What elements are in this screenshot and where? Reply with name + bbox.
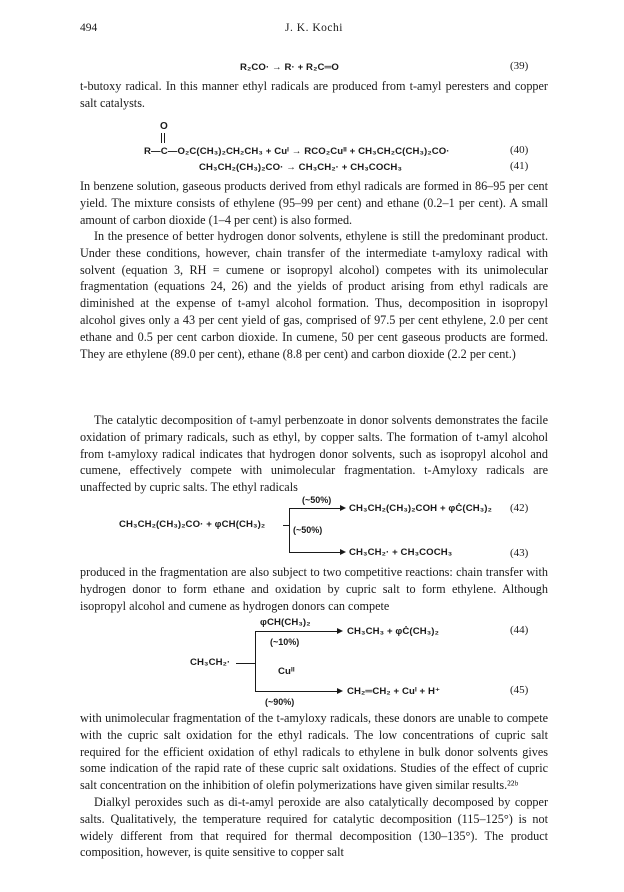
eq42-upper-arrow-shaft — [289, 508, 341, 509]
paragraph-7: Dialkyl peroxides such as di-t-amyl peroxide are also catalytically decomposed by copper salts. Qualitatively, the temperature required for catalytic decomposition (115–125°) is not widely different from that required for thermal decomposition (130–135°). The product composition, however, is quite sensitive to copper salt — [80, 795, 548, 860]
eq44-reactant: CH₃CH₂· — [190, 657, 231, 668]
eq42-upper-percent: (~50%) — [302, 495, 332, 505]
page-number: 494 — [80, 22, 98, 34]
paragraph-5: produced in the fragmentation are also subject to two competitive reactions: chain transfer with hydrogen donor to form ethane and oxidation by cupric salt to form ethylene. Although isopropyl alcohol and cumene as hydrogen donors can compete — [80, 565, 548, 613]
eq43-lower-arrowhead — [340, 549, 346, 555]
eq44-upper-reagent: φCH(CH₃)₂ — [260, 617, 311, 628]
equation-39: R₂CO· → R· + R₂C═O — [240, 62, 339, 73]
paragraph-4: The catalytic decomposition of t-amyl perbenzoate in donor solvents demonstrates the facile oxidation of primary radicals, such as ethyl, by copper salts. The formation of t-amyl alcohol from t-amyloxy radical indicates that hydrogen donor solvents, such as isopropyl alcohol and cumene, effectively compete with unimolecular fragmentation. t-Amyloxy radicals are unaffected by cupric salts. The ethyl radicals — [80, 413, 548, 495]
running-head-author: J. K. Kochi — [285, 22, 343, 34]
eq45-lower-arrowhead — [337, 688, 343, 694]
equation-number-40: (40) — [510, 144, 529, 156]
paragraph-1: t-butoxy radical. In this manner ethyl radicals are produced from t-amyl peresters and copper salt catalysts. — [80, 79, 548, 110]
paragraph-2: In benzene solution, gaseous products derived from ethyl radicals are formed in 86–95 per cent yield. The mixture consists of ethylene (95–99 per cent) and ethane (0.2–1 per cent). A small amount of carbon dioxide (1–4 per cent) is also formed. — [80, 179, 548, 227]
eq44-branch-vertical — [255, 631, 256, 691]
eq44-upper-product: CH₃CH₃ + φĊ(CH₃)₂ — [347, 626, 439, 637]
eq45-lower-arrow-shaft — [255, 691, 338, 692]
equation-number-44: (44) — [510, 624, 529, 636]
equation-number-43: (43) — [510, 547, 529, 559]
double-bond-line-2 — [164, 133, 165, 143]
equation-number-41: (41) — [510, 160, 529, 172]
eq43-lower-percent: (~50%) — [293, 525, 323, 535]
eq44-branch-stub — [236, 663, 255, 664]
eq42-upper-arrowhead — [340, 505, 346, 511]
eq43-lower-product: CH₃CH₂· + CH₃COCH₃ — [349, 547, 453, 558]
equation-41: CH₃CH₂(CH₃)₂CO· → CH₃CH₂· + CH₃COCH₃ — [199, 162, 402, 173]
eq42-branch-vertical — [289, 508, 290, 552]
eq45-lower-product: CH₂═CH₂ + Cuᴵ + H⁺ — [347, 686, 441, 697]
paragraph-6: with unimolecular fragmentation of the t-amyloxy radicals, these donors are unable to compete with the cupric salt oxidation for the ethyl radicals. The low concentrations of cupric salt required for the efficient oxidation of ethyl radicals to ethylene in bulk donor solvents gives some indication of the rapid rate of these cupric salt oxidations. Studies of the effect of cupric salt concentration on the inhibition of olefin polymerizations have given similar results.²²ᵇ — [80, 711, 548, 793]
eq45-lower-percent: (~90%) — [265, 697, 295, 707]
equation-number-45: (45) — [510, 684, 529, 696]
eq45-lower-reagent: Cuᴵᴵ — [278, 666, 295, 677]
equation-number-39: (39) — [510, 60, 529, 72]
eq44-upper-arrowhead — [337, 628, 343, 634]
equation-40: R—C—O₂C(CH₃)₂CH₂CH₃ + Cuᴵ → RCO₂Cuᴵᴵ + CH₃CH₂C(CH₃)₂CO· — [144, 146, 450, 157]
eq44-upper-arrow-shaft — [255, 631, 338, 632]
running-header — [80, 22, 548, 38]
eq43-lower-arrow-shaft — [289, 552, 341, 553]
eq44-upper-percent: (~10%) — [270, 637, 300, 647]
double-bond-line-1 — [161, 133, 162, 143]
equation-40-carbonyl-oxygen: O — [160, 121, 168, 132]
eq42-reactant: CH₃CH₂(CH₃)₂CO· + φCH(CH₃)₂ — [119, 519, 266, 530]
equation-number-42: (42) — [510, 502, 529, 514]
paragraph-3: In the presence of better hydrogen donor solvents, ethylene is still the predominant product. Under these conditions, however, chain transfer of the intermediate t-amyloxy radical with solvent (equation 3, RH = cumene or isopropyl alcohol) competes with its unimolecular fragmentation (equations 24, 26) and the yields of product arising from ethyl radicals are diminished at the expense of t-amyl alcohol formation. Thus, decomposition in isopropyl alcohol gives only a 43 per cent yield of gas, comprised of 97.5 per cent ethylene, 2.0 per cent ethane and 0.5 per cent carbon dioxide. In cumene, 50 per cent gaseous products are formed. They are ethylene (89.0 per cent), ethane (8.8 per cent) and carbon dioxide (2.2 per cent.) — [80, 229, 548, 361]
eq42-upper-product: CH₃CH₂(CH₃)₂COH + φĊ(CH₃)₂ — [349, 503, 492, 514]
